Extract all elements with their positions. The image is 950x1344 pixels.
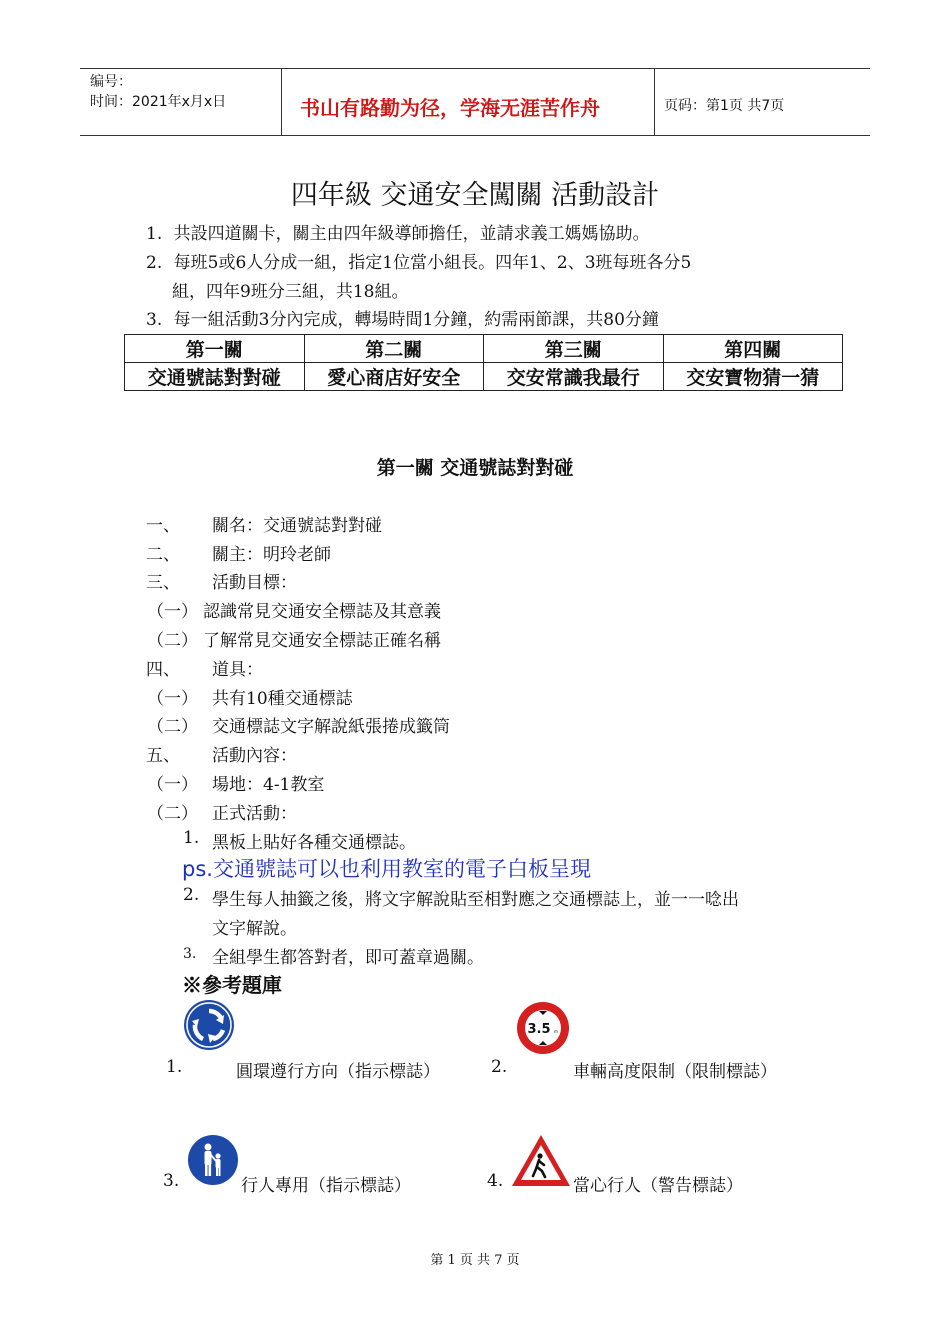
- outline-marker: 二、: [146, 545, 180, 565]
- outline-sub-text: 交通標誌文字解說紙張捲成籤筒: [212, 717, 450, 737]
- page-title: 四年級 交通安全闖關 活動設計: [290, 180, 660, 211]
- stage-header-cell: 第三關: [484, 335, 664, 363]
- svg-text:m: m: [554, 1029, 558, 1034]
- step-number: 1.: [183, 828, 200, 848]
- stage-header-cell: 第一關: [125, 335, 305, 363]
- outline-text: 關主：明玲老師: [212, 545, 331, 565]
- sign-label: 行人專用（指示標誌）: [241, 1176, 411, 1196]
- stages-name-row: [125, 363, 843, 391]
- document-time-label: 时间：2021年x月x日: [90, 94, 227, 110]
- stages-header-row: [125, 335, 843, 363]
- document-number-label: 编号：: [90, 74, 132, 90]
- sign-label: 當心行人（警告標誌）: [573, 1176, 743, 1196]
- stages-table: [124, 334, 843, 391]
- intro-item-number: 3.: [146, 310, 163, 330]
- outline-marker: 一、: [146, 516, 180, 536]
- sign-label: 車輛高度限制（限制標誌）: [573, 1062, 777, 1082]
- sign-number: 2.: [491, 1057, 508, 1077]
- stage-name-cell: 交安寶物猜一猜: [663, 363, 843, 391]
- header-bottom-rule: [80, 135, 870, 136]
- step-text: 黑板上貼好各種交通標誌。: [212, 833, 416, 853]
- stage-header-cell: 第二關: [304, 335, 484, 363]
- stage-name-cell: 交安常識我最行: [484, 363, 664, 391]
- intro-item-3: [146, 307, 659, 334]
- outline-marker: 四、: [146, 660, 180, 680]
- step-text: 學生每人抽籤之後，將文字解說貼至相對應之交通標誌上，並一一唸出: [212, 890, 739, 910]
- section-title: 第一關 交通號誌對對碰: [376, 457, 574, 479]
- step-text: 全組學生都答對者，即可蓋章過關。: [212, 948, 484, 968]
- outline-text: 活動目標：: [212, 573, 297, 593]
- sign-number: 3.: [163, 1171, 180, 1191]
- intro-item-1: [146, 221, 650, 248]
- roundabout-icon: [183, 999, 235, 1051]
- sign-number: 4.: [487, 1171, 504, 1191]
- height-limit-icon: [514, 1001, 572, 1055]
- outline-sub-marker: （一）: [147, 602, 198, 622]
- height-limit-value: 3.5: [527, 1022, 551, 1037]
- intro-item-text: 共設四道關卡，關主由四年級導師擔任，並請求義工媽媽協助。: [173, 224, 650, 244]
- page-footer: 第 1 页 共 7 页: [430, 1253, 520, 1268]
- stage-header-cell: 第四關: [663, 335, 843, 363]
- outline-sub-marker: （一）: [147, 689, 198, 709]
- sign-number: 1.: [166, 1057, 183, 1077]
- stage-name-cell: 交通號誌對對碰: [125, 363, 305, 391]
- outline-text: 活動內容：: [212, 746, 297, 766]
- intro-item-number: 1.: [146, 224, 163, 244]
- step-text-continued: 文字解說。: [212, 919, 297, 939]
- outline-sub-text: 了解常見交通安全標誌正確名稱: [203, 631, 441, 651]
- outline-sub-marker: （二）: [147, 717, 198, 737]
- intro-item-text: 每一組活動3分內完成，轉場時間1分鐘，約需兩節課，共80分鐘: [173, 310, 659, 330]
- step-number: 3.: [183, 946, 197, 962]
- intro-item-2: [146, 250, 691, 277]
- whiteboard-note: ps.交通號誌可以也利用教室的電子白板呈現: [182, 857, 591, 881]
- outline-text: 關名：交通號誌對對碰: [212, 516, 382, 536]
- pedestrian-warning-icon: [509, 1132, 573, 1190]
- intro-item-2-continued: 組，四年9班分三組，共18組。: [172, 282, 409, 302]
- outline-marker: 五、: [146, 746, 180, 766]
- intro-item-number: 2.: [146, 253, 163, 273]
- outline-sub-marker: （二）: [147, 804, 198, 824]
- step-number: 2.: [183, 885, 200, 905]
- header-top-rule: [80, 68, 870, 69]
- header-divider-left: [281, 68, 282, 136]
- header-page-info: 页码：第1页 共7页: [664, 98, 785, 114]
- header-divider-right: [654, 68, 655, 136]
- sign-label: 圓環遵行方向（指示標誌）: [236, 1062, 440, 1082]
- pedestrian-only-icon: [187, 1134, 239, 1186]
- outline-sub-text: 共有10種交通標誌: [212, 689, 353, 709]
- stage-name-cell: 愛心商店好安全: [304, 363, 484, 391]
- outline-sub-marker: （一）: [147, 775, 198, 795]
- reference-bank-title: ※參考題庫: [182, 973, 282, 997]
- outline-marker: 三、: [146, 573, 180, 593]
- outline-sub-text: 認識常見交通安全標誌及其意義: [203, 602, 441, 622]
- outline-text: 道具：: [212, 660, 263, 680]
- outline-sub-marker: （二）: [147, 631, 198, 651]
- outline-sub-text: 正式活動：: [212, 804, 297, 824]
- intro-item-text: 每班5或6人分成一組，指定1位當小組長。四年1、2、3班每班各分5: [173, 253, 692, 273]
- outline-sub-text: 場地：4-1教室: [212, 775, 325, 795]
- header-motto: 书山有路勤为径，学海无涯苦作舟: [300, 96, 600, 120]
